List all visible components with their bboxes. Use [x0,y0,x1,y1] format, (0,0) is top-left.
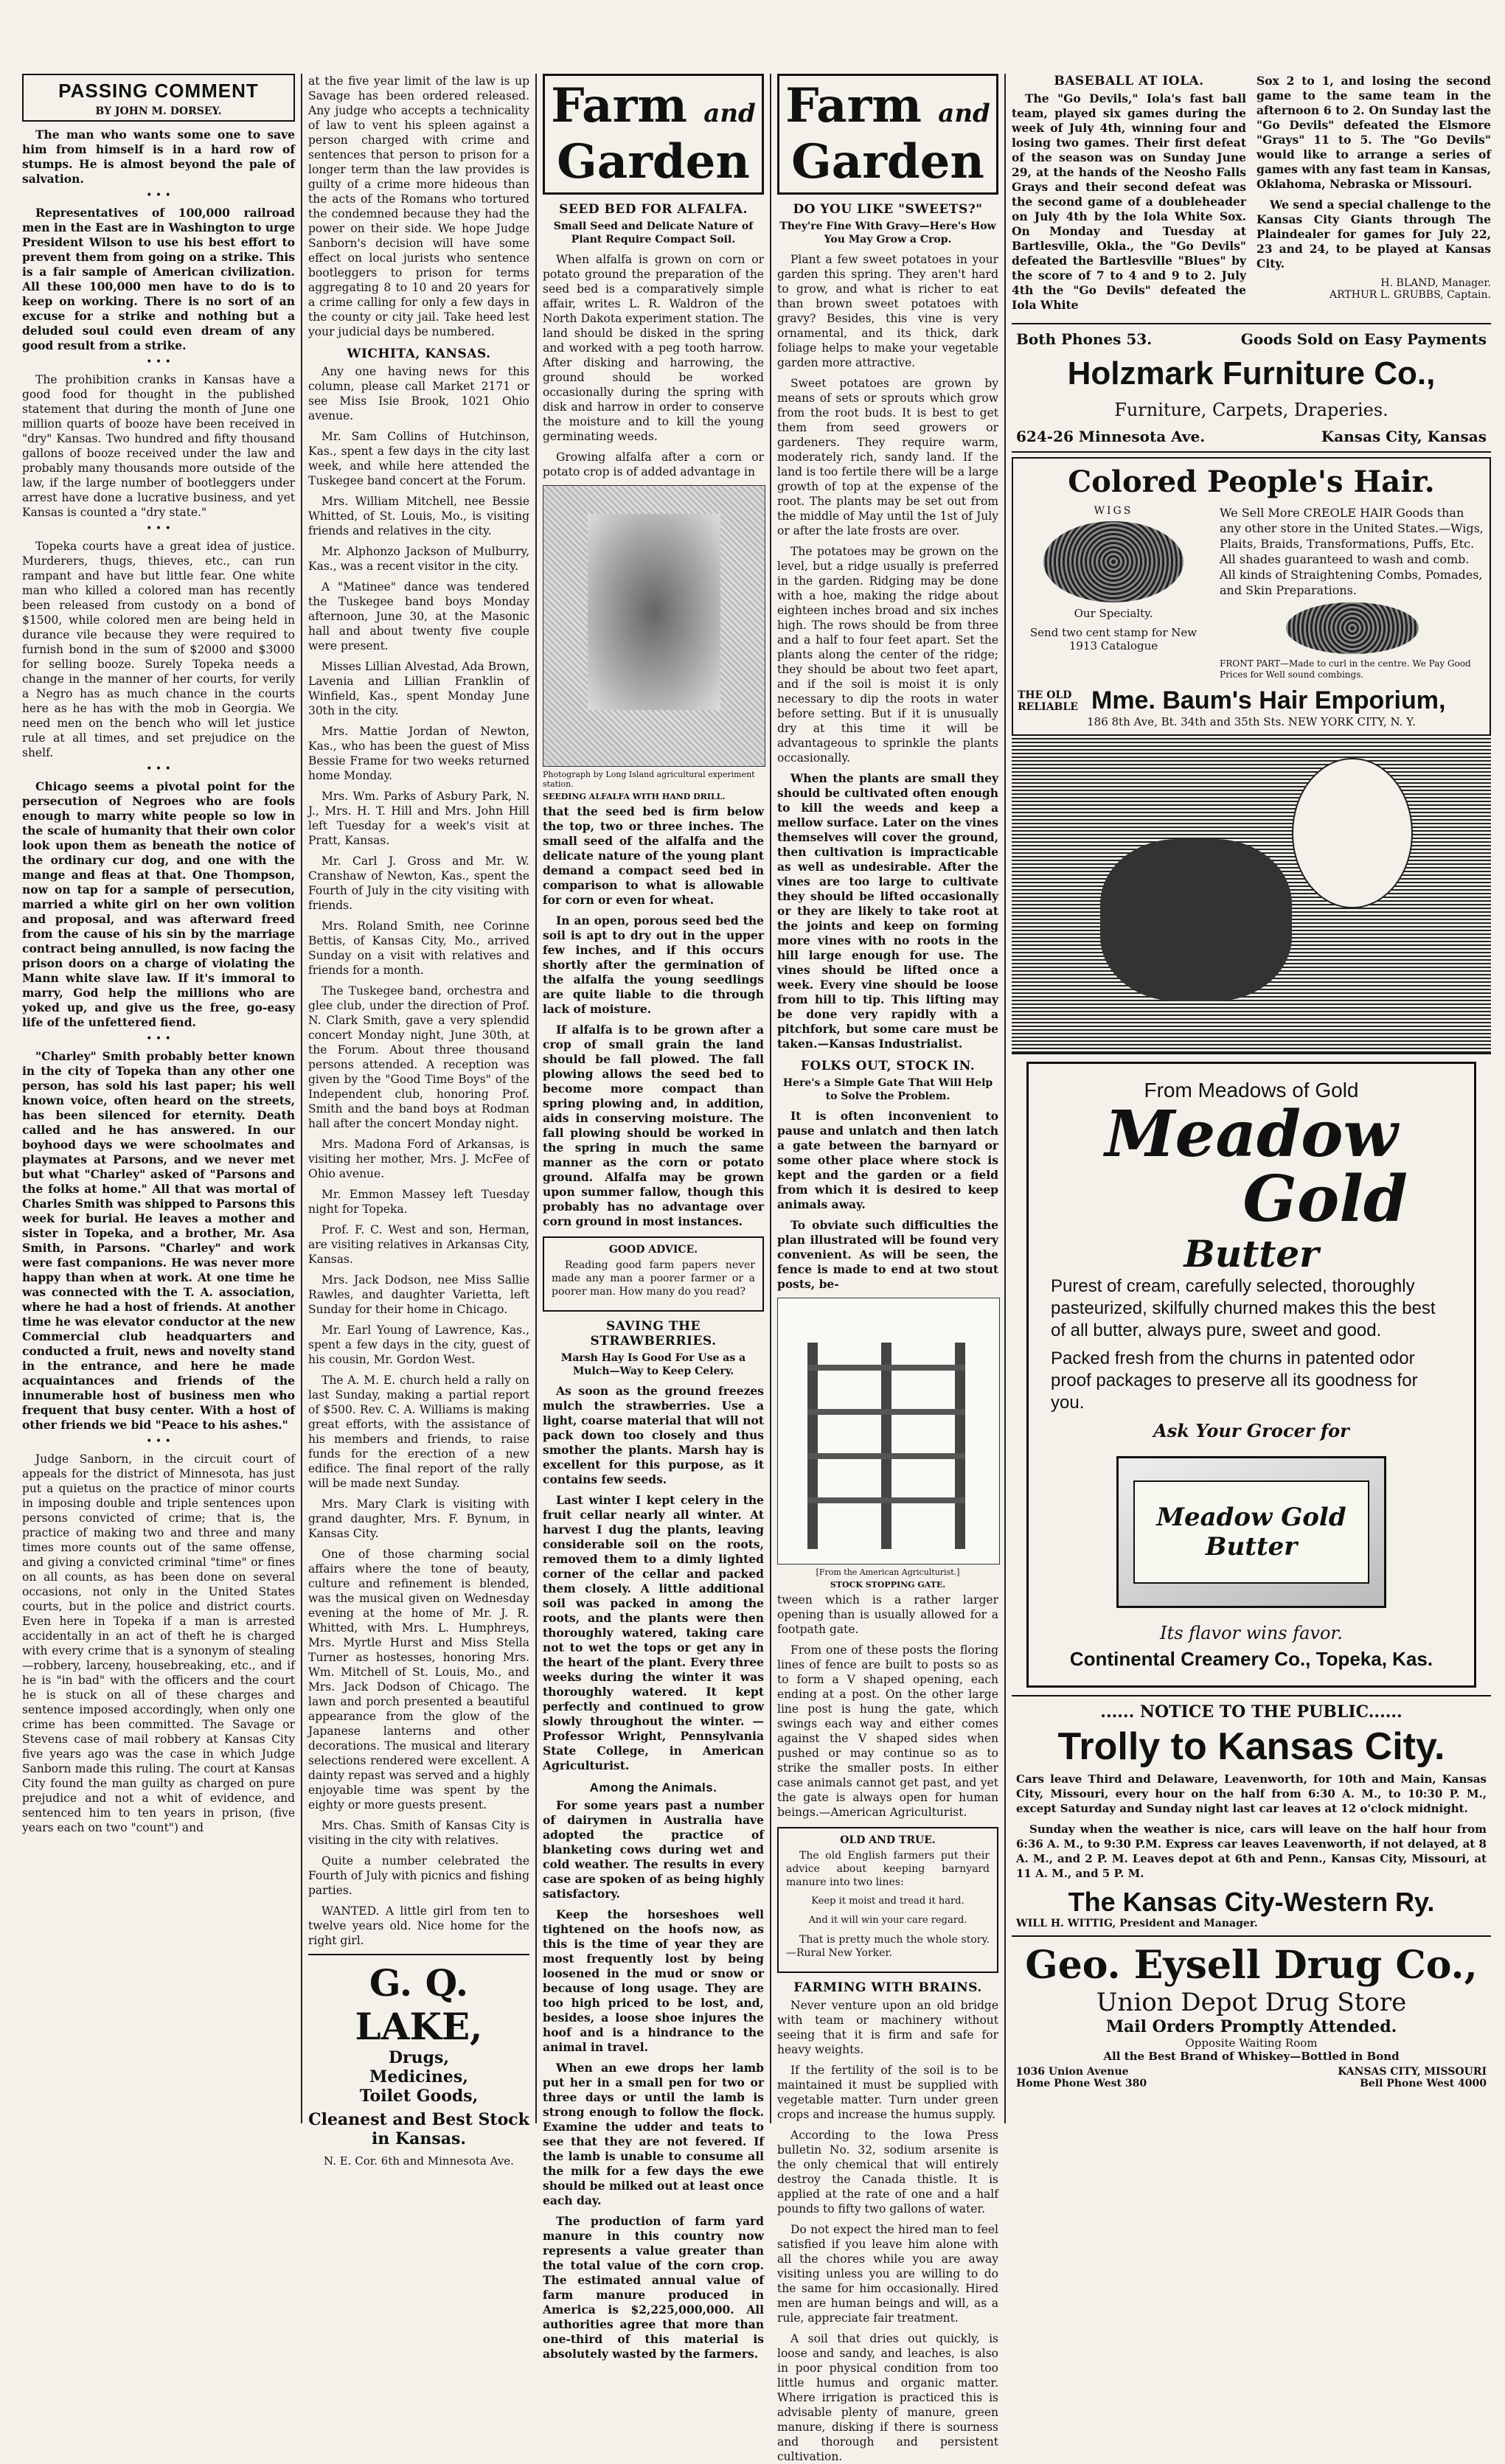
old-and-true-box [777,1827,998,1973]
ad-name: Geo. Eysell Drug Co., [1025,1943,1478,1988]
paragraph: Never venture upon an old bridge with team or machinery without seeing that it is firm and safe for heavy weights. [777,1999,998,2056]
paragraph: Last winter I kept celery in the fruit cellar nearly all winter. At harvest I dug the plants, leaving considerable soil on the roots, removed them to a dimly lighted corner of the cellar and packed them closely. A little additional soil was packed in among the roots, and the plants were then thoroughly watered, taking care not to wet the tops or get any in the heart of the plant. Every three weeks during the winter it was thoroughly watered. It kept perfectly and continued to grow slowly throughout the winter. — Professor Wright, Pennsylvania State College, in American Agriculturist. [543,1493,764,1772]
paragraph: Sweet potatoes are grown by means of sets or sprouts which grow from the root buds. It is best to get them from seed growers or gardeners. They require warm, moderately rich, sandy land. If the land is too fertile there will be a large growth of top at the expense of the root. The plants may be set out from the middle of May until the 1st of July or after the late frosts are over. [777,377,998,537]
girl-illustration [1292,758,1413,908]
paragraph: As soon as the ground freezes mulch the strawberries. Use a light, coarse material that will not pack down too closely and thus smother the plants. Marsh hay is excellent for this purpose, as it contains few seeds. [543,1384,764,1486]
ad-ask: Ask Your Grocer for [1153,1420,1349,1441]
ad-address: N. E. Cor. 6th and Minnesota Ave. [324,2154,514,2168]
column-ads [1012,74,1491,2123]
article-heading: SAVING THE STRAWBERRIES. [590,1319,717,1348]
article-subheading: Marsh Hay Is Good For Use as a Mulch—Way to Keep Celery. [560,1352,746,1377]
railway-manager: WILL H. WITTIG, President and Manager. [1016,1918,1258,1929]
column-rule [1004,74,1006,2123]
paragraph: Prof. F. C. West and son, Herman, are visiting relatives in Arkansas City, Kansas. [308,1223,529,1266]
passing-comment-header [22,74,295,122]
paragraph: The prohibition cranks in Kansas have a good food for thought in the published statement that during the month of June one million quarts of booze have been received in "dry" Kansas. Two hundred and fifty thousand gallons of booze received under the law and probably many thousands more outside of the law, if the large number of bootleggers under arrest have done a lucrative business, and yet Kansas is counted a "dry state." [22,373,295,519]
article-subheading: They're Fine With Gravy—Here's How You May Grow a Crop. [779,220,996,246]
paragraph: Mr. Sam Collins of Hutchinson, Kas., spent a few days in the city last week, and while here attended the Tuskegee band concert at the Forum. [308,430,529,487]
paragraph: The potatoes may be grown on the level, but a ridge usually is preferred in the garden. Ridging may be done with a hoe, making the ridge about eighteen inches broad and six inches high. The rows should be from three and a half to four feet apart. Set the plants along the center of the ridge; they should be about two feet apart, and if the soil is moist it is only necessary to dip the roots in water before setting. But if it is unusually dry at this time it will be advantageous to sprinkle the plants occasionally. [777,545,998,765]
masthead-word: Farm [785,78,922,133]
paragraph: The A. M. E. church held a rally on last Sunday, making a partial report of $500. Rev. C. A. Williams is making great efforts, with the assistance of his members and friends, to raise funds for the erection of a new edifice. The final report of the rally will be made next Sunday. [308,1374,529,1490]
masthead-word: and [703,99,756,128]
ad-front-part: FRONT PART—Made to curl in the centre. We Pay Good Prices for Well sound combings. [1220,658,1471,680]
front-part-illustration [1286,602,1419,654]
paragraph: From one of these posts the floring lines of fence are built to posts so as to form a V shaped opening, each ending at a post. On the other large line post is hung the gate, which swings each way and either comes against the V shaped sides when pushed or may continue so as to strike the smaller posts. In either case animals cannot get past, and yet the gate is always open for human beings.—American Agriculturist. [777,1643,998,1819]
article-subheading: Small Seed and Delicate Nature of Plant Require Compact Soil. [553,220,754,246]
ad-text: We Sell More CREOLE HAIR Goods than any other store in the United States.—Wigs, Plaits, Braids, Transformations, Puffs, Etc. All shades guaranteed to wash and comb. All kinds of Straightening Combs, Pomades, and Skin Preparations. [1220,506,1484,597]
article-heading: DO YOU LIKE "SWEETS?" [793,202,983,217]
paragraph: Mrs. Madona Ford of Arkansas, is visiting her mother, Mrs. J. McFee of Ohio avenue. [308,1138,529,1180]
box-text: That is pretty much the whole story.—Rural New Yorker. [786,1934,990,1959]
paragraph: "Charley" Smith probably better known in the city of Topeka than any other one person, has sold his last paper; his well known voice, often heard on the streets, has been silenced for eternity. Death called and he has answered. In our boyhood days we were schoolmates and playmates at Parsons, and we never met but what "Charley" asked of "Parsons and the folks at home." All that was mortal of Charles Smith was shipped to Parsons this week for burial. He leaves a mother and sister in Topeka, and a brother, Mr. Asa Smith, in Parsons. "Charley" and work were fast companions. He was never more happy than when at work. At one time he was connected with the T. A. association, where he had a host of friends. At another time he was elevator conductor at the new Commercial club headquarters and conducted a fruit, news and novelty stand in the entrance, and here he made acquaintances and friends of the innumerable host of business men who frequent that busy center. With a host of other friends we bid "Peace to his ashes." [22,1049,296,1432]
wig-illustration [1043,521,1184,602]
column-passing-comment: PASSING COMMENT BY JOHN M. DORSEY. The man who wants some one to save him from himself is in a hard row of stumps. He is almost beyond the pale of salvation. • • • Representatives of 100,000 railroad men in the East are in Washington to urge President Wilson to use his best effort to prevent them from going on a strike. This is a fair sample of American civilization. All these 100,000 men have to do is to keep on working. There is no sort of an excuse for a strike and nothing but a deluded soul could even dream of any good result from a strike. • • • The prohibition cranks in Kansas have a good food for thought in the published statement that during the month of June one million quarts of booze have been received in "dry" Kansas. Two hundred and fifty thousand gallons of booze received under the law and probably many thousands more outside of the law, if the large number of bootleggers under arrest have done a lucrative business, and yet Kansas is counted a "dry state." • • • Topeka courts have a great idea of justice. Murderers, thugs, thieves, etc., can run rampant and have but little fear. One white man who killed a colored man has recently been released from custody on a bond of $1500, while colored men are being held in durance vile because they were required to furnish bond in the sum of $2000 and $3000 for selling booze. Surely Topeka needs a change in the manner of her courts, for verily a Negro has as much chance in the courts here as he has with the mob in Georgia. We need men on the bench who will let justice rule at all times, and set prejudice on the shelf. • • • Chicago seems a pivotal point for the persecution of Negroes who are fools enough to marry white people so low in the scale of humanity that their own color look upon them as beneath the notice of the ordinary cur dog, and one with the mange and fleas at that. One Thompson, now on tap for a sample of persecution, married a white girl on her own volition and proposal, and was afterward freed from the cause of his sin by the marriage contract being annulled, is now facing the prison doors on a charge of violating the Mann white slave law. If it's immoral to marry, God help the millions who are yoked up, and give us the free, go-easy life of the unfettered fiend. • • • "Charley" Smith probably better known in the city of Topeka than any other one person, has sold his last paper; his well known voice, often heard on the streets, has been silenced for eternity. Death called and he has answered. In our boyhood days we were schoolmates and playmates at Parsons, and we never met but what "Charley" asked of "Parsons and the folks at home." All that was mortal of Charles Smith was shipped to Parsons this week for burial. He leaves a mother and sister in Topeka, and a brother, Mr. Asa Smith, in Parsons. "Charley" and work were fast companions. He was never more happy than when at work. At one time he was connected with the T. A. association, where he had a host of friends. At another time he was elevator conductor at the new Commercial club headquarters and conducted a fruit, news and novelty stand in the entrance, and here he made acquaintances and friends of the innumerable host of business men who frequent that busy center. With a host of other friends we bid "Peace to his ashes." • • • Judge Sanborn, in the circuit court of appeals for the district of Minnesota, has just put a quietus on the practice of minor courts in imposing double and triple sentences upon persons convicted of crime; that is, the practice of making two and three and many times more counts out of the same offense, and giving a convicted criminal "time" or fines on all counts, as has been done on several occasions, not only in the United States courts, but in the police and district courts. Even here in Topeka if a man is arrested accidentally in an act of theft he is charged with every crime that is a synonym of stealing—robbery, larceny, housebreaking, etc., and if he is "in bad" with the officers and the court he is stuck on all of these charges and sentence imposed accordingly, when only one crime has been committed. The Savage or Stevens case of mail robbery at Kansas City five years ago was the case in which Judge Sanborn made this ruling. The court at Kansas City found the man guilty as charged on pure prejudice and not a whit of evidence, and sentenced him to ten years in prison, (five years each on two "count") and [22,74,295,2123]
paragraph: When alfalfa is grown on corn or potato ground the preparation of the seed bed is a comparatively simple affair, writes L. R. Waldron of the North Dakota experiment station. The land should be disked in the spring and worked with a peg tooth harrow. After disking and harrowing, the ground should be worked occasionally during the spring with disk and harrow in order to conserve the moisture and to kill the young germinating weeds. [543,253,764,443]
ad-name: Holzmark Furniture Co., [1067,355,1436,391]
ad-brand: All the Best Brand of Whiskey—Bottled in Bond [1103,2050,1400,2063]
ad-name: Mme. Baum's Hair Emporium, [1091,686,1446,714]
column-rule [301,74,302,2123]
paragraph: Topeka courts have a great idea of justice. Murderers, thugs, thieves, etc., can run rampant and have but little fear. One white man who killed a colored man has recently been released from custody on a bond of $1500, while colored men are being held in durance vile because they were required to furnish bond in the sum of $2000 and $3000 for selling booze. Surely Topeka needs a change in the manner of her courts, for verily a Negro has as much chance in the courts here as he has with the mob in Georgia. We need men on the bench who will let justice rule at all times, and set prejudice on the shelf. [22,540,295,759]
paragraph: Mrs. Roland Smith, nee Corinne Bettis, of Kansas City, Mo., arrived Sunday on a visit with relatives and friends for a month. [308,919,529,977]
package-label: Meadow Gold Butter [1133,1480,1369,1584]
column-wichita [308,74,529,2168]
article-heading: Among the Animals. [589,1781,717,1795]
paragraph: Any one having news for this column, please call Market 2171 or see Miss Isie Brook, 1021 Ohio avenue. [308,365,529,422]
box-verse: And it will win your care regard. [808,1915,967,1926]
farm-garden-masthead [777,74,998,195]
paragraph: Quite a number celebrated the Fourth of July with picnics and fishing parties. [308,1854,529,1897]
paragraph: When the plants are small they should be cultivated often enough to kill the weeds and keep a mellow surface. Later on the vines themselves will cover the ground, then cultivation is impracticable as well as undesirable. After the vines are too large to cultivate they should be lifted occasionally or they are likely to take root at the joints and keep on forming more vines with no roots in the hill large enough for use. The vines should be lifted once a week. Every vine should be loose from hill to tip. This lifting may be done very rapidly with a pitchfork, but some care must be taken.—Kansas Industrialist. [777,771,998,1051]
paragraph: Mr. Earl Young of Lawrence, Kas., spent a few days in the city, guest of his cousin, Mr. Gordon West. [308,1323,529,1366]
paragraph: Do not expect the hired man to feel satisfied if you leave him alone with all the chores while you are away visiting unless you are willing to do the same for him occasionally. Hired men are human beings and will, as a rule, appreciate fair treatment. [777,2223,998,2325]
brand-logo-gold: Gold [1242,1162,1408,1236]
column-farm-garden-2 [777,74,998,2463]
ad-city: Kansas City, Kansas [1321,428,1487,445]
brand-logo-butter: Butter [1184,1232,1319,1275]
masthead-word: and [938,99,990,128]
paragraph: The "Go Devils," Iola's fast ball team, played six games during the week of July 4th, winning four and losing two games. Their first defeat of the season was on Sunday June 29, at the hands of the Neosho Falls Grays and their second defeat was the second game of a doubleheader on July 4th by the Iola White Sox. On Monday and Tuesday at Bartlesville, Okla., the "Go Devils" defeated the Bartlesville "Blues" by the score of 7 to 4 and 9 to 2. July 4th the "Go Devils" defeated the Iola White [1012,91,1246,312]
article-heading: FARMING WITH BRAINS. [793,1980,982,1995]
ad-subtitle: Furniture, Carpets, Draperies. [1114,400,1388,420]
section-title: PASSING COMMENT [58,80,259,102]
good-advice-box [543,1236,764,1312]
ad-subtitle: Union Depot Drug Store [1096,1988,1407,2017]
ad-name: Trolly to Kansas City. [1057,1725,1445,1768]
paragraph: We send a special challenge to the Kansas City Giants through The Plaindealer for games for July 22, 23 and 24, to be played at Kansas City. [1257,198,1491,271]
paragraph: If the fertility of the soil is to be maintained it must be supplied with vegetable matter. Turn under green crops and increase the humus supply. [777,2064,998,2121]
photo-caption: SEEDING ALFALFA WITH HAND DRILL. [543,792,726,801]
ad-catalogue: Send two cent stamp for New 1913 Catalogue [1029,626,1198,652]
ad-address: 1036 Union Avenue [1016,2066,1129,2078]
paragraph: The production of farm yard manure in this country now represents a value greater than the total value of the corn crop. The estimated annual value of farm manure produced in America is $2,225,000,000. All authorities agree that more than one-third of this material is absolutely wasted by the farmers. [543,2214,764,2361]
trolley-ad [1012,1695,1491,1937]
ad-paragraph: Cars leave Third and Delaware, Leavenworth, for 10th and Main, Kansas City, Missouri, every hour on the half from 6:30 A. M., to 10:30 P. M., except Saturday and Sunday night last car leaves at 12 o'clock midnight. [1016,1772,1487,1815]
paragraph: In an open, porous seed bed the soil is apt to dry out in the upper few inches, and if this occurs shortly after the germination of the alfalfa the young seedlings are quite liable to die through lack of moisture. [543,913,764,1016]
ad-paragraph: Packed fresh from the churns in patented odor proof packages to preserve all its goodness for you. [1051,1348,1418,1413]
box-text: The old English farmers put their advice about keeping barnyard manure into two lines: [786,1850,990,1888]
gate-illustration [777,1298,1000,1565]
illustration-caption: STOCK STOPPING GATE. [830,1580,946,1590]
ad-from: From Meadows of Gold [1144,1079,1359,1102]
ad-phone: Bell Phone West 4000 [1360,2078,1487,2089]
ad-line: Drugs, [388,2048,450,2067]
paragraph: at the five year limit of the law is up Savage has been ordered released. Any judge who accepts a technicality of law to vent his spleen against a person charged with crime and sentences that person to prison for a longer term than the law provides is guilty of a crime more hideous than the acts of the Romans who tortured the condemned because they had the power on their side. We hope Judge Sanborn's decision will have some effect on local jurists who sentence bootleggers to prison for terms aggregating 8 to 10 and 20 years for a crime calling for only a few days in the county or city jail. Take heed lest your judicial days be numbered. [308,74,529,338]
wigs-label: WIGS [1094,505,1133,517]
ad-line: Medicines, [369,2067,468,2087]
box-title: GOOD ADVICE. [608,1244,698,1256]
paragraph: Representatives of 100,000 railroad men in the East are in Washington to urge President Wilson to use his best effort to prevent them from going on a strike. This is a fair sample of American civilization. All these 100,000 men have to do is to keep on working. There is no sort of an excuse for a strike and nothing but a deluded soul could even dream of any good result from a strike. [22,206,295,352]
paragraph: that the seed bed is firm below the top, two or three inches. The small seed of the alfalfa and the delicate nature of the young plant demand a compact seed bed in comparison to what is allowable for corn or even for wheat. [543,804,764,907]
paragraph: Plant a few sweet potatoes in your garden this spring. They aren't hard to grow, and what is richer to eat than brown sweet potatoes with gravy? Besides, this vine is very ornamental, and its thick, dark foliage helps to make your vegetable garden more attractive. [777,253,998,369]
ad-name: G. Q. LAKE, [355,1961,483,2048]
paragraph: Judge Sanborn, in the circuit court of appeals for the district of Minnesota, has just put a quietus on the practice of minor courts in imposing double and triple sentences upon persons convicted of crime; that is, the practice of making two and three and many times more counts out of the same offense, and giving a convicted criminal "time" or fines on all counts, as has been done on several occasions, not only in the United States courts, but in the police and district courts. Even here in Topeka if a man is arrested accidentally in an act of theft he is charged with every crime that is a synonym of stealing—robbery, larceny, housebreaking, etc., and if he is "in bad" with the officers and the court he is stuck on all of these charges and sentence imposed accordingly, when only one crime has been committed. The Savage or Stevens case of mail robbery at Kansas City five years ago was the case in which Judge Sanborn made this ruling. The court at Kansas City found the man guilty as charged on pure prejudice and not a whit of evidence, and sentenced him to ten years in prison, (five years each on two "count") and [22,1452,295,1834]
ad-terms: Goods Sold on Easy Payments [1240,330,1487,348]
box-verse: Keep it moist and tread it hard. [811,1896,964,1907]
holzmark-ad [1012,324,1491,453]
column-rule [770,74,771,2123]
paragraph: For some years past a number of dairymen in Australia have adopted the practice of blanketing cows during wet and cold weather. The results in every case are spoken of as being highly satisfactory. [543,1798,764,1901]
farm-garden-masthead [543,74,764,195]
ad-phone: Home Phone West 380 [1016,2078,1147,2089]
paragraph: A soil that dries out quickly, is loose and sandy, and leaches, is also in poor physical condition from too little humus and organic matter. Where irrigation is practiced this is advisable plenty of manure, green manure, disking if there is sourness and thorough and persistent cultivation. [777,2332,998,2463]
baum-hair-ad [1012,457,1491,736]
paragraph: When an ewe drops her lamb put her in a small pen for two or three days or until the lamb is strong enough to follow the flock. Examine the udder and teats to see that they are not fevered. If the lamb is unable to consume all the milk for a few days the ewe should be milked out at least once each day. [543,2061,764,2207]
ad-mail: Mail Orders Promptly Attended. [1105,2017,1397,2036]
signature: H. BLAND, Manager. [1380,277,1491,289]
baseball-article [1012,74,1491,324]
ad-city: KANSAS CITY, MISSOURI [1338,2066,1487,2078]
paragraph: According to the Iowa Press bulletin No. 32, sodium arsenite is the only chemical that will entirely destroy the Canada thistle. It is applied at the rate of one and a half pounds to fifty two gallons of water. [777,2129,998,2216]
signature: ARTHUR L. GRUBBS, Captain. [1330,289,1491,301]
paragraph: Mrs. Mary Clark is visiting with grand daughter, Mrs. F. Bynum, in Kansas City. [308,1497,529,1540]
ad-phones: Both Phones 53. [1016,330,1153,348]
paragraph: Mrs. Jack Dodson, nee Miss Sallie Rawles, and daughter Varietta, left Sunday for their home in Chicago. [308,1273,529,1316]
railway-name: The Kansas City-Western Ry. [1068,1887,1435,1917]
photo-credit: Photograph by Long Island agricultural experiment station. [543,770,755,789]
article-subheading: Here's a Simple Gate That Will Help to Solve the Problem. [782,1077,993,1102]
article-heading: FOLKS OUT, STOCK IN. [800,1059,976,1073]
paragraph: WANTED. A little girl from ten to twelve years old. Nice home for the right girl. [308,1904,529,1947]
cow-illustration [1100,839,1292,1001]
paragraph: The Tuskegee band, orchestra and glee club, under the direction of Prof. N. Clark Smith, gave a very splendid concert Monday night, June 30th, at the Forum. About three thousand persons attended. A reception was given by the "Good Time Boys" of the Independent club, honoring Prof. Smith and the band boys at Rodman hall after the concert Monday night. [308,984,529,1130]
paragraph: Mrs. William Mitchell, nee Bessie Whitted, of St. Louis, Mo., is visiting friends and relatives in the city. [308,495,529,537]
paragraph: Growing alfalfa after a corn or potato crop is of added advantage in [543,450,764,478]
section-heading: WICHITA, KANSAS. [347,347,491,361]
column-farm-garden-1 [543,74,764,2361]
paragraph: Misses Lillian Alvestad, Ada Brown, Lavenia and Lillian Franklin of Winfield, Kas., spent Monday June 30th in the city. [308,660,529,717]
paragraph: Chicago seems a pivotal point for the persecution of Negroes who are fools enough to marry white people so low in the scale of humanity that their own color look upon them as beneath the notice of the ordinary cur dog, and one with the mange and fleas at that. One Thompson, now on tap for a sample of persecution, married a white girl on her own volition and proposal, and was afterward freed from the cause of his sin by the marriage contract being annulled, is now facing the prison doors on a charge of violating the Mann white slave law. If it's immoral to marry, God help the millions who are yoked up, and give us the free, go-easy life of the unfettered fiend. [22,779,295,1029]
newspaper-page [22,74,1497,2463]
lake-drugs-ad [308,1954,529,2168]
byline: BY JOHN M. DORSEY. [95,105,222,117]
masthead-word: Garden [557,134,750,189]
column-rule [535,74,537,2123]
box-title: OLD AND TRUE. [840,1834,936,1846]
ad-address: 186 8th Ave, Bt. 34th and 35th Sts. NEW YORK CITY, N. Y. [1087,715,1416,728]
paragraph: Mrs. Chas. Smith of Kansas City is visiting in the city with relatives. [308,1819,529,1847]
paragraph: Mr. Alphonzo Jackson of Mulburry, Kas., was a recent visitor in the city. [308,545,529,573]
butter-package [1116,1456,1386,1608]
paragraph: tween which is a rather larger opening than is usually allowed for a footpath gate. [777,1593,998,1636]
paragraph: A "Matinee" dance was tendered the Tuskegee band boys Monday afternoon, June 30, at the Masonic hall and about twenty five couple were present. [308,580,529,652]
paragraph: To obviate such difficulties the plan illustrated will be found very convenient. As will be seen, the fence is made to end at two stout posts, be- [777,1218,998,1291]
paragraph: Keep the horseshoes well tightened on the hoofs now, as this is the time of year they are most frequently lost by being loosened in the mud or snow or because of long usage. They are too high priced to be lost, and, besides, a loose shoe injures the hoof and is a hindrance to the animal in travel. [543,1907,764,2054]
meadow-gold-ad [1026,1062,1476,1688]
alfalfa-photo [543,485,765,767]
ad-address: 624-26 Minnesota Ave. [1016,428,1206,445]
paragraph: The man who wants some one to save him from himself is in a hard row of stumps. He is almost beyond the pale of salvation. [22,128,295,186]
box-text: Reading good farm papers never made any man a poorer farmer or a poorer man. How many do you read? [552,1259,755,1298]
ad-line: Toilet Goods, [359,2087,479,2106]
illustration-credit: [From the American Agriculturist.] [816,1567,960,1577]
paragraph: Mrs. Wm. Parks of Asbury Park, N. J., Mrs. H. T. Hill and Mrs. John Hill left Tuesday for a week's visit at Pratt, Kansas. [308,790,529,847]
paragraph: Mr. Emmon Massey left Tuesday night for Topeka. [308,1188,529,1216]
article-heading: BASEBALL AT IOLA. [1054,74,1204,88]
paragraph: One of those charming social affairs where the tone of beauty, culture and refinement is blended, was the musical given on Wednesday evening at the home of Mr. J. R. Whitted, with Mrs. L. Humphreys, Mrs. Myrtle Hurst and Miss Stella Turner as hostesses, honoring Mrs. Wm. Mitchell of St. Louis, Mo., and Mrs. Jack Dodson of Chicago. The lawn and porch presented a beautiful appearance from the glow of the Japanese lanterns and other decorations. The musical and literary selections rendered were excellent. A dainty repast was served and a highly enjoyable time was spent by the eighty or more guests present. [308,1548,529,1812]
masthead-word: Farm [551,78,688,133]
paragraph: It is often inconvenient to pause and unlatch and then latch a gate between the barnyard or some other place where stock is kept and the garden or a field from which it is desired to keep animals away. [777,1109,998,1211]
ad-paragraph: Sunday when the weather is nice, cars will leave on the half hour from 6:36 A. M., to 9:30 P.M. Express car leaves Leavenworth, if not delayed, at 8 A. M., and 2 P. M. Leaves depot at 6th and Penn., Kansas City, Missouri, at 11 A. M., and 5 P. M. [1016,1823,1487,1880]
ad-old-reliable: THE OLD RELIABLE [1018,689,1078,713]
paragraph: If alfalfa is to be grown after a crop of small grain the land should be fall plowed. The fall plowing allows the seed bed to become more compact than spring plowing and, in addition, aids in conserving moisture. The fall plowing should be worked in the spring in much the same manner as the corn or potato ground. Alfalfa may be grown upon summer fallow, though this probably has no advantage over corn ground in most instances. [543,1023,764,1228]
masthead-word: Garden [791,134,984,189]
notice-title: ...... NOTICE TO THE PUBLIC...... [1100,1702,1403,1722]
ad-opposite: Opposite Waiting Room [1185,2036,1318,2050]
article-heading: SEED BED FOR ALFALFA. [559,202,748,217]
ad-title: Colored People's Hair. [1068,464,1435,499]
eysell-drug-ad [1012,1937,1491,2095]
ad-company: Continental Creamery Co., Topeka, Kas. [1069,1648,1433,1670]
paragraph: Sox 2 to 1, and losing the second game to the same team in the afternoon 6 to 2. On Sunday last the "Go Devils" defeated the Elsmore "Grays" 11 to 5. The "Go Devils" would like to arrange a series of games with any fast team in Kansas, Oklahoma, Nebraska or Missouri. [1257,74,1491,191]
ad-line: Cleanest and Best Stock in Kansas. [308,2110,529,2148]
ad-slogan: Its flavor wins favor. [1160,1623,1343,1643]
meadow-gold-engraving [1012,736,1491,1054]
ad-paragraph: Purest of cream, carefully selected, thoroughly pasteurized, skilfully churned makes this the best of all butter, always pure, sweet and good. [1051,1276,1436,1340]
ad-specialty: Our Specialty. [1074,607,1153,620]
paragraph: Mrs. Mattie Jordan of Newton, Kas., who has been the guest of Miss Bessie Frame for two weeks returned home Monday. [308,725,529,782]
paragraph: Mr. Carl J. Gross and Mr. W. Cranshaw of Newton, Kas., spent the Fourth of July in the city visiting with friends. [308,855,529,912]
brand-logo-meadow: Meadow [1105,1097,1398,1172]
